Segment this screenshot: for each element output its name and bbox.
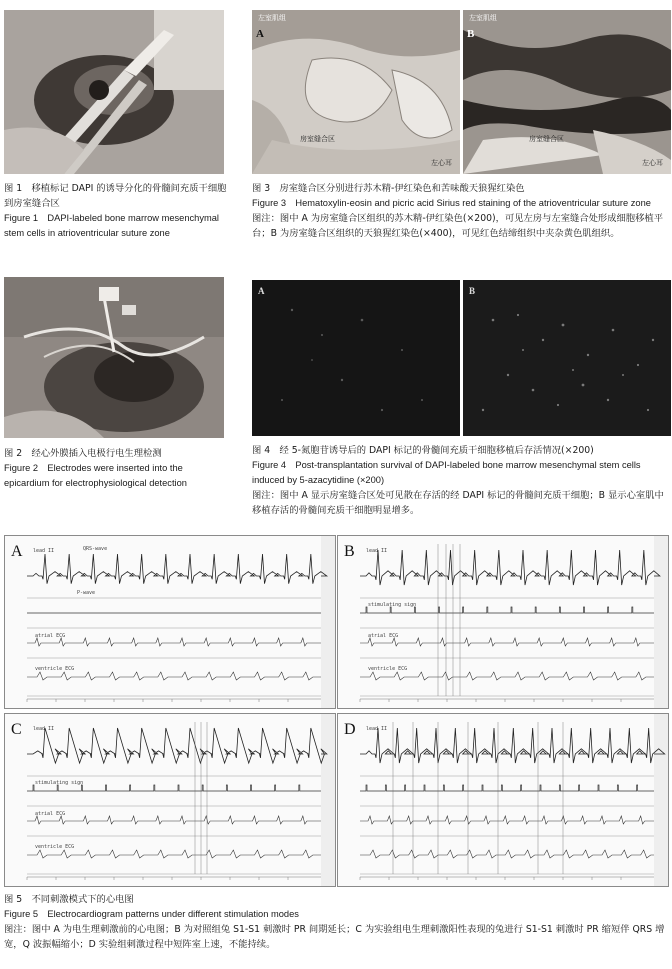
fig4-caption — [252, 443, 668, 518]
fig3-panel-b-top-label: 左室肌组 — [469, 14, 497, 22]
fig2-title-cn: 图 2 经心外膜插入电极行电生理检测 — [4, 448, 162, 459]
fig1-photo-illustration — [4, 10, 224, 174]
fig4-note: 图注：图中 A 显示房室缝合区处可见散在存活的经 DAPI 标记的骨髓间充质干细胞；B 显示心室肌中移植存活的骨髓间充质干细胞明显增多。 — [252, 490, 664, 516]
ecg-channel-label: lead II — [366, 726, 388, 732]
fig4-panel-a-image — [252, 280, 460, 436]
fig3-panel-a-corner-label: 左心耳 — [431, 159, 452, 167]
fig3-panel-b-sirius-stain — [463, 10, 671, 174]
fig5-ecg-panel — [4, 535, 336, 709]
ecg-trace-atrial — [27, 816, 321, 824]
fig5-title-cn: 图 5 不同刺激模式下的心电图 — [4, 894, 134, 905]
fig3-panel-a-image — [252, 10, 460, 174]
ecg-trace-ventricle — [360, 672, 654, 680]
fig3-panel-b-corner-label: 左心耳 — [642, 159, 663, 167]
fig4-title-en: Figure 4 Post-transplantation survival of DAPI-labeled bone marrow mesenchymal stem cells induced by 5-azacytidine (×200) — [252, 460, 641, 485]
ecg-qrs-annotation: QRS-wave — [83, 546, 108, 552]
ecg-channel-label: atrial ECG — [368, 633, 399, 639]
fig3-panel-a-top-label: 左室肌组 — [258, 14, 286, 22]
fig5-caption — [4, 892, 668, 952]
fig2-caption — [4, 446, 229, 491]
fig3-note: 图注：图中 A 为房室缝合区组织的苏木精-伊红染色(×200)，可见左房与左室缝合处形成细胞移植平台；B 为房室缝合区组织的天狼猩红染色(×400)，可见红色结缔组织中夹杂黄色肌组织。 — [252, 213, 663, 239]
ecg-trace-atrial — [27, 638, 321, 646]
fig1-title-cn: 图 1 移植标记 DAPI 的诱导分化的骨髓间充质干细胞到房室缝合区 — [4, 183, 227, 209]
ecg-channel-label: atrial ECG — [35, 811, 66, 817]
ecg-channel-label: stimulating sign — [35, 780, 84, 786]
ecg-channel-label: lead II — [33, 548, 55, 554]
ecg-trace-atrial — [360, 638, 654, 646]
ecg-channel-label: ventricle ECG — [35, 666, 75, 672]
fig3-title-cn: 图 3 房室缝合区分别进行苏木精-伊红染色和苦味酸天狼猩红染色 — [252, 183, 525, 194]
fig3-caption — [252, 181, 668, 241]
fig4-panel-a-fluorescence — [252, 280, 460, 436]
fig4-panel-a-letter: A — [258, 286, 265, 296]
fig5-panel-letter: A — [11, 543, 23, 560]
ecg-side-gutter — [321, 714, 335, 886]
fig2-photo-illustration — [4, 277, 224, 438]
fig5-ecg-svg — [5, 536, 335, 708]
ecg-trace-atrial — [360, 816, 654, 824]
fig3-panel-a-letter: A — [256, 28, 264, 40]
ecg-trace-ventricle — [27, 672, 321, 680]
fig5-ecg-panel — [337, 713, 669, 887]
fig5-panel-letter: D — [344, 721, 356, 738]
ecg-trace-ventricle — [360, 850, 654, 858]
fig4-panel-b-fluorescence — [463, 280, 671, 436]
ecg-channel-label: stimulating sign — [368, 602, 417, 608]
ecg-side-gutter — [321, 536, 335, 708]
fig5-panel-letter: C — [11, 721, 22, 738]
ecg-channel-label: atrial ECG — [35, 633, 66, 639]
fig3-panel-b-letter: B — [467, 28, 475, 40]
fig2-title-en: Figure 2 Electrodes were inserted into the epicardium for electrophysiological detection — [4, 463, 187, 488]
ecg-trace-stim — [360, 785, 654, 791]
fig1-caption — [4, 181, 229, 241]
ecg-channel-label: ventricle ECG — [368, 666, 408, 672]
ecg-trace-ventricle — [27, 850, 321, 858]
ecg-trace-lead — [27, 554, 327, 584]
fig3-panel-b-zone-label: 房室缝合区 — [529, 135, 564, 143]
fig5-panel-letter: B — [344, 543, 355, 560]
ecg-pwave-annotation: P-wave — [77, 590, 96, 596]
ecg-side-gutter — [654, 536, 668, 708]
fig5-ecg-svg — [338, 714, 668, 886]
fig5-ecg-svg — [5, 714, 335, 886]
ecg-channel-label: lead II — [33, 726, 55, 732]
fig3-panel-a-zone-label: 房室缝合区 — [300, 135, 335, 143]
fig1-title-en: Figure 1 DAPI-labeled bone marrow mesenchymal stem cells in atrioventricular suture zone — [4, 213, 219, 238]
ecg-trace-lead — [27, 728, 327, 763]
fig5-note: 图注：图中 A 为电生理刺激前的心电图；B 为对照组兔 S1-S1 刺激时 PR 间期延长；C 为实验组电生理刺激阳性表现的兔进行 S1-S1 刺激时 PR 缩短伴 QRS 增宽，Q 波振幅缩小；D 实验组刺激过程中短阵室上速，不能持续。 — [4, 924, 665, 950]
ecg-trace-lead — [360, 550, 660, 585]
fig2-electrode-photo — [4, 277, 224, 438]
ecg-side-gutter — [654, 714, 668, 886]
fig3-title-en: Figure 3 Hematoxylin-eosin and picric acid Sirius red staining of the atrioventricular suture zone — [252, 198, 651, 208]
ecg-channel-label: ventricle ECG — [35, 844, 75, 850]
fig3-panel-a-he-stain — [252, 10, 460, 174]
fig5-ecg-svg — [338, 536, 668, 708]
fig4-title-cn: 图 4 经 5-氮胞苷诱导后的 DAPI 标记的骨髓间充质干细胞移植后存活情况(×200) — [252, 445, 594, 456]
fig3-panel-b-image — [463, 10, 671, 174]
fig4-panel-b-letter: B — [469, 286, 476, 296]
fig5-ecg-panel — [4, 713, 336, 887]
fig5-title-en: Figure 5 Electrocardiogram patterns under different stimulation modes — [4, 909, 299, 919]
fig1-surgery-photo — [4, 10, 224, 174]
fig4-panel-b-image — [463, 280, 671, 436]
ecg-trace-lead — [360, 728, 665, 763]
ecg-channel-label: lead II — [366, 548, 388, 554]
fig5-ecg-panel — [337, 535, 669, 709]
